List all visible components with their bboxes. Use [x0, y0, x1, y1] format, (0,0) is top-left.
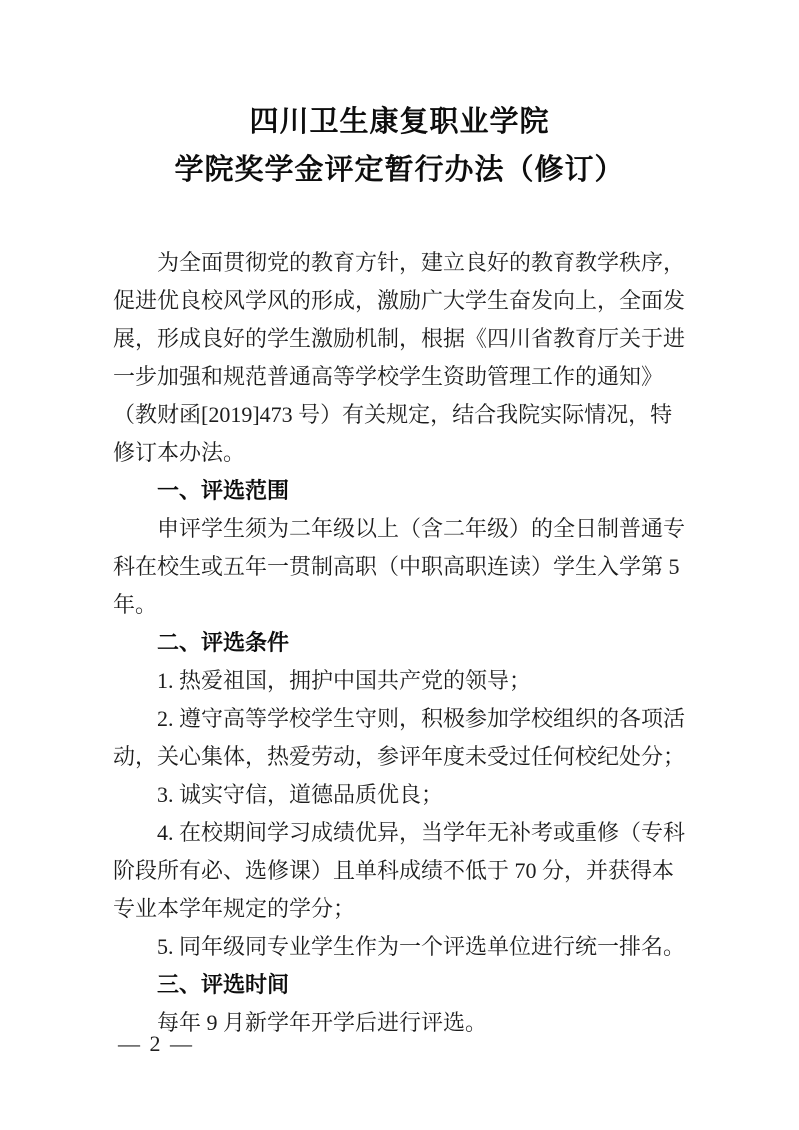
page-number: — 2 —	[118, 1031, 194, 1056]
paragraph-line: 一步加强和规范普通高等学校学生资助管理工作的通知》	[113, 364, 664, 389]
paragraph-line: 申评学生须为二年级以上（含二年级）的全日制普通专	[157, 516, 686, 541]
document-title-line-1: 四川卫生康复职业学院	[249, 106, 550, 138]
paragraph-line: 科在校生或五年一贯制高职（中职高职连读）学生入学第 5	[113, 554, 680, 579]
paragraph-line: 修订本办法。	[113, 440, 246, 465]
list-item-line: 动，关心集体，热爱劳动，参评年度未受过任何校纪处分；	[113, 744, 686, 769]
list-item-line: 阶段所有必、选修课）且单科成绩不低于 70 分，并获得本	[113, 858, 675, 883]
list-item-line: 3. 诚实守信，道德品质优良；	[157, 782, 444, 807]
list-item-line: 5. 同年级同专业学生作为一个评选单位进行统一排名。	[157, 934, 686, 959]
paragraph-line: 展，形成良好的学生激励机制，根据《四川省教育厅关于进	[113, 326, 686, 351]
paragraph-line: 年。	[113, 592, 158, 617]
paragraph-line: 促进优良校风学风的形成，激励广大学生奋发向上，全面发	[113, 288, 686, 313]
list-item-line: 4. 在校期间学习成绩优异，当学年无补考或重修（专科	[157, 820, 686, 845]
paragraph-line: 为全面贯彻党的教育方针，建立良好的教育教学秩序，	[157, 250, 686, 275]
paragraph-line: （教财函[2019]473 号）有关规定，结合我院实际情况，特	[113, 402, 673, 427]
section-heading-1: 一、评选范围	[157, 478, 290, 503]
document-body	[113, 244, 686, 1042]
list-item-line: 2. 遵守高等学校学生守则，积极参加学校组织的各项活	[157, 706, 686, 731]
list-item-line: 专业本学年规定的学分；	[113, 896, 356, 921]
section-heading-2: 二、评选条件	[157, 630, 290, 655]
document-title	[0, 0, 799, 194]
section-heading-3: 三、评选时间	[157, 972, 290, 997]
paragraph-line: 每年 9 月新学年开学后进行评选。	[157, 1010, 488, 1035]
list-item-line: 1. 热爱祖国，拥护中国共产党的领导；	[157, 668, 532, 693]
document-title-line-2: 学院奖学金评定暂行办法（修订）	[174, 154, 625, 186]
